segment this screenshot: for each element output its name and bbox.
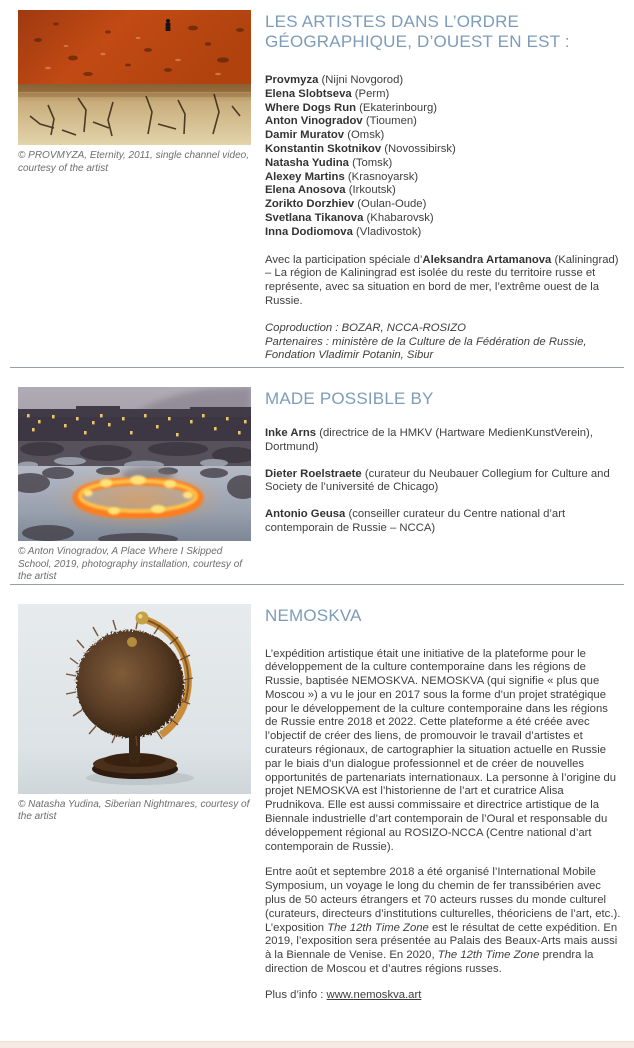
artist-row: Alexey Martins (Krasnoyarsk) [265,170,419,183]
artist-row: Elena Anosova (Irkoutsk) [265,184,396,197]
image-caption: © PROVMYZA, Eternity, 2011, single channel video, courtesy of the artist [18,150,249,174]
person-entry: Antonio Geusa (conseiller curateur du Centre national d’art contemporain de Russie – NCCA) [265,508,566,534]
next-image-edge [0,1041,634,1048]
people-list [265,427,623,536]
eternity-artwork-image [18,10,251,145]
credit-line: Coproduction : BOZAR, NCCA-ROSIZO [265,321,466,334]
artist-row: Provmyza (Nijni Novgorod) [265,74,404,86]
artist-row: Inna Dodiomova (Vladivostok) [265,225,422,238]
artist-row: Svetlana Tikanova (Khabarovsk) [265,211,434,224]
fire-image-column [18,387,251,584]
participation-paragraph: Avec la participation spéciale d’Aleksandra Artamanova (Kaliningrad) – La région de Kaliningrad est isolée du reste du territoire russe et représente, avec sa situation en bord de mer, l’extrême ouest de la Russie. [265,253,619,307]
artist-row: Elena Slobtseva (Perm) [265,87,390,100]
artist-row: Damir Muratov (Omsk) [265,129,385,142]
nemoskva-info-line: Plus d’info : www.nemoskva.art [265,988,422,1001]
artists-image-column [18,10,251,175]
section-nemoskva [0,585,634,1015]
credit-line: Partenaires : ministère de la Culture de la Fédération de Russie, Fondation Vladimir Potanin, Sibur [265,335,587,362]
nemoskva-paragraph-1: L’expédition artistique était une initiative de la plateforme pour le développement de la culture contemporaine dans les régions de Russie, baptisée NEMOSKVA. NEMOSKVA (qui signifie « plus que Moscou ») a vu le jour en 2017 sous la forme d’un projet stratégique pour le développement de la culture contemporaine dans les régions de Russie entre 2018 et 2022. Cette plateforme a été créée avec l’objectif de créer des liens, de promouvoir le travail d’artistes et curateurs régionaux, de cartographier la situation actuelle en Russie par le biais d’un dialogue professionnel et de créer de nouvelles opportunités de partenariats internationaux. La personne à l’origine du projet NEMOSKVA est l’historienne de l’art et curatrice Alisa Prudnikova. Elle est aussi commissaire et directrice artistique de la Biennale industrielle d’art contemporain de l’Oural et responsable du développement régional au ROSIZO-NCCA (Centre national d’art contemporain de Russie). [265,647,617,853]
section-heading: NEMOSKVA [265,605,362,625]
nemoskva-paragraph-2: Entre août et septembre 2018 a été organisé l’International Mobile Symposium, un voyage le long du chemin de fer transsibérien avec plus de 50 acteurs étrangers et 70 acteurs russes du monde culturel (curateurs, directeurs d’institutions culturelles, théoriciens de l’art, etc.). L’exposition The 12th Time Zone est le résultat de cette expédition. En 2019, l’exposition sera présentée au Palais des Beaux-Arts mais aussi à la Biennale de Venise. En 2020, The 12th Time Zone prendra la direction de Moscou et d’autres régions russes. [265,866,621,976]
nemoskva-paragraphs [265,648,623,1003]
fire-ring-artwork-image [18,387,251,541]
nemoskva-website-link[interactable]: www.nemoskva.art [326,988,422,1001]
section-heading: MADE POSSIBLE BY [265,389,434,408]
section-made-possible-by [0,368,634,584]
artist-row: Natasha Yudina (Tomsk) [265,156,393,169]
artist-row: Where Dogs Run (Ekaterinbourg) [265,101,438,114]
artist-row: Zorikto Dorzhiev (Oulan-Oude) [265,198,427,211]
credits-block [265,322,623,363]
image-caption: © Natasha Yudina, Siberian Nightmares, courtesy of the artist [18,798,250,822]
made-possible-text-column [265,387,623,549]
section-artists [0,0,634,367]
fur-globe-artwork-image [18,604,251,794]
person-entry: Inke Arns (directrice de la HMKV (Hartware MedienKunstVerein), Dortmund) [265,427,593,453]
tiny-figure [166,19,171,31]
nemoskva-text-column [265,604,623,1015]
image-caption: © Anton Vinogradov, A Place Where I Skipped School, 2019, photography installation, courtesy of the artist [18,546,243,582]
artist-row: Konstantin Skotnikov (Novossibirsk) [265,142,456,155]
artist-row: Anton Vinogradov (Tioumen) [265,115,417,128]
person-entry: Dieter Roelstraete (curateur du Neubauer Collegium for Culture and Society de l’université de Chicago) [265,467,610,494]
artists-text-column [265,10,623,363]
artist-list [265,74,623,240]
section-heading: LES ARTISTES DANS L’ORDRE GÉOGRAPHIQUE, D’OUEST EN EST : [265,12,570,51]
globe-image-column [18,604,251,824]
